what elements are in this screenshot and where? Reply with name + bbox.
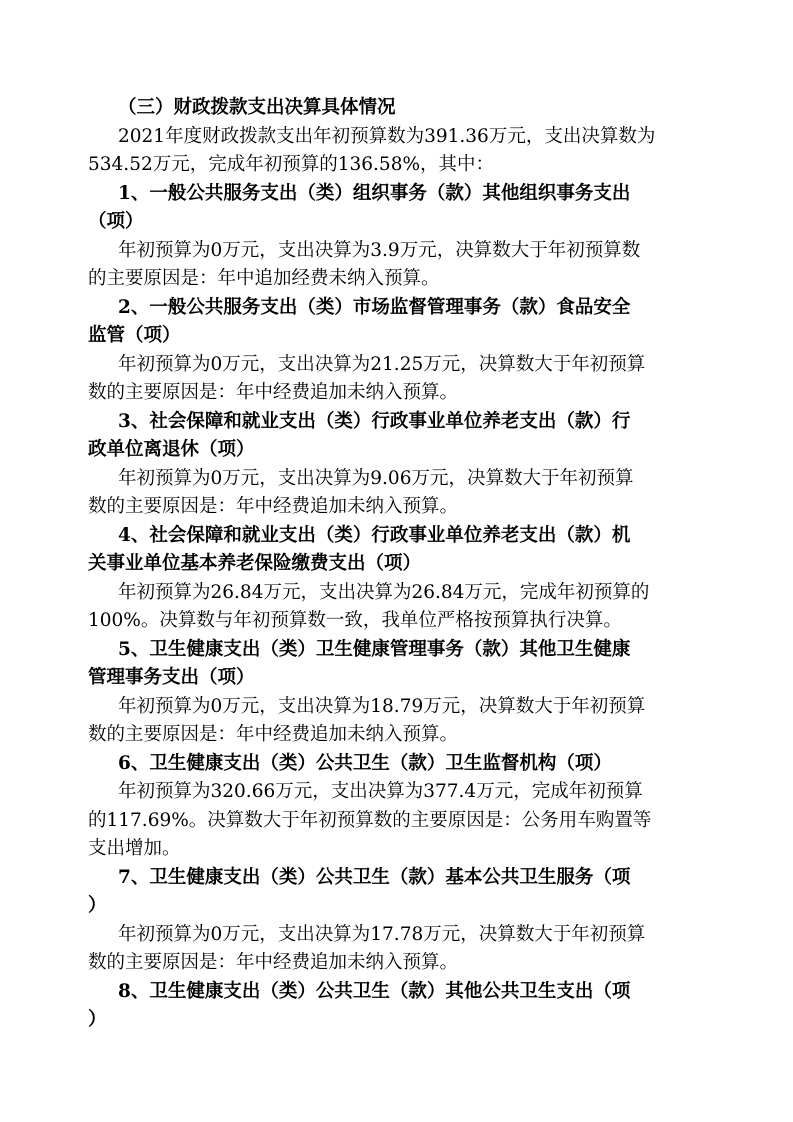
paragraph-line: 数的主要原因是：年中经费追加未纳入预算。 (88, 724, 459, 745)
item-heading-3-cont: 政单位离退休（项） (88, 439, 255, 460)
item-heading-3: 3、社会保障和就业支出（类）行政事业单位养老支出（款）行 (118, 410, 631, 432)
paragraph-line: 的117.69%。决算数大于年初预算数的主要原因是：公务用车购置等 (88, 809, 652, 831)
section-heading: （三）财政拨款支出决算具体情况 (118, 97, 396, 118)
paragraph-line: 年初预算为320.66万元，支出决算为377.4万元，完成年初预算 (118, 781, 643, 802)
item-heading-8-cont: ） (88, 1009, 107, 1030)
item-heading-4: 4、社会保障和就业支出（类）行政事业单位养老支出（款）机 (118, 524, 631, 546)
item-heading-7: 7、卫生健康支出（类）公共卫生（款）基本公共卫生服务（项 (118, 866, 631, 888)
paragraph-line: 年初预算为0万元，支出决算为17.78万元，决算数大于年初预算 (118, 923, 646, 945)
item-heading-1: 1、一般公共服务支出（类）组织事务（款）其他组织事务支出 (118, 182, 631, 204)
item-heading-6: 6、卫生健康支出（类）公共卫生（款）卫生监督机构（项） (118, 752, 612, 774)
item-heading-2: 2、一般公共服务支出（类）市场监督管理事务（款）食品安全 (118, 296, 631, 318)
paragraph-line: 2021年度财政拨款支出年初预算数为391.36万元，支出决算数为 (118, 125, 656, 147)
item-heading-5-cont: 管理事务支出（项） (88, 667, 255, 688)
item-heading-5: 5、卫生健康支出（类）卫生健康管理事务（款）其他卫生健康 (118, 638, 631, 660)
item-heading-4-cont: 关事业单位基本养老保险缴费支出（项） (88, 553, 422, 574)
paragraph-line: 年初预算为0万元，支出决算为3.9万元，决算数大于年初预算数 (118, 239, 641, 261)
document-body (88, 94, 708, 1035)
paragraph-line: 数的主要原因是：年中经费追加未纳入预算。 (88, 952, 459, 973)
item-heading-7-cont: ） (88, 895, 107, 916)
paragraph-line: 年初预算为0万元，支出决算为18.79万元，决算数大于年初预算 (118, 695, 646, 717)
paragraph-line: 数的主要原因是：年中经费追加未纳入预算。 (88, 382, 459, 403)
item-heading-8: 8、卫生健康支出（类）公共卫生（款）其他公共卫生支出（项 (118, 980, 631, 1002)
paragraph-line: 534.52万元，完成年初预算的136.58%，其中： (88, 154, 495, 175)
item-heading-1-cont: （项） (88, 211, 144, 232)
paragraph-line: 年初预算为0万元，支出决算为9.06万元，决算数大于年初预算 (118, 467, 634, 489)
paragraph-line: 年初预算为26.84万元，支出决算为26.84万元，完成年初预算的 (118, 581, 650, 603)
paragraph-line: 年初预算为0万元，支出决算为21.25万元，决算数大于年初预算 (118, 353, 646, 375)
item-heading-2-cont: 监管（项） (88, 325, 181, 346)
paragraph-line: 数的主要原因是：年中经费追加未纳入预算。 (88, 496, 459, 517)
paragraph-line: 支出增加。 (88, 838, 181, 859)
paragraph-line: 的主要原因是：年中追加经费未纳入预算。 (88, 268, 440, 289)
paragraph-line: 100%。决算数与年初预算数一致，我单位严格按预算执行决算。 (88, 610, 622, 631)
